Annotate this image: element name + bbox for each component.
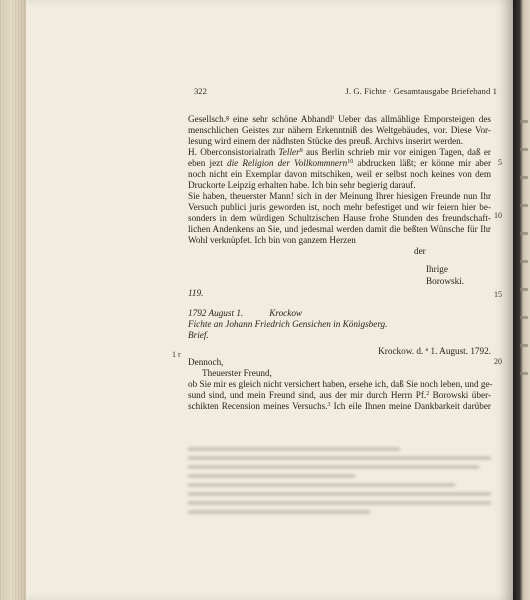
letter-number: 119.	[188, 288, 204, 298]
letter-body-continued	[188, 114, 491, 246]
line-number: 15	[494, 290, 502, 299]
body-line: menschlichen Geistes zur nähern Erkenntniß des Weltgebäudes, vor. Diese Vor-	[188, 125, 491, 135]
closing-ihrige: Ihrige	[426, 264, 448, 274]
page-number: 322	[194, 86, 207, 96]
letter-header	[188, 308, 491, 341]
body-line: noch nicht ein Exemplar davon mitschiken, weil er selbst noch keines von dem	[188, 169, 491, 179]
book-page	[26, 0, 513, 600]
salutation-2: Theuerster Freund,	[202, 368, 272, 378]
letter-place: Krockow	[269, 308, 303, 318]
body-line: H. Oberconsistorialrath Teller$^9$ aus Berlin schrieb mir vor einigen Tagen, daß er	[188, 147, 491, 157]
line-number: 20	[494, 357, 502, 366]
letter-text	[188, 346, 491, 412]
line-number: 5	[498, 158, 502, 167]
letter-date: 1792 August 1.	[188, 308, 244, 318]
body-line: Druckorte Leipzig erhalten habe. Ich bin sehr begierig darauf.	[188, 180, 416, 190]
letter-line: schikten Recension meines Versuchs.$^3$ Ich eile Ihnen meine Dankbarkeit darüber	[188, 401, 491, 411]
salutation-1: Dennoch,	[188, 357, 224, 367]
closing-der: der	[414, 246, 426, 256]
letter-type: Brief.	[188, 330, 209, 340]
body-line: Sie haben, theuerster Mann! sich in der Meinung Ihrer hiesigen Freunde nun Ihr	[188, 191, 491, 201]
body-line: sonders in dem würdigen Schultzischen Hause frohe Stunden des freundschaft-	[188, 213, 491, 223]
book-page-edges	[0, 0, 26, 600]
body-line: Versuch publici juris geworden ist, noch mehr befestiget und wir feiern hier be-	[188, 202, 491, 212]
letter-line: sund sind, und mein Freund sind, aus der mir durch Herrn Pf.$^2$ Borowski über-	[188, 390, 492, 400]
letter-date-place	[188, 308, 491, 319]
running-head	[26, 86, 513, 100]
letter-line: ob Sie mir es gleich nicht versichert haben, ersehe ich, daß Sie noch leben, und ge-	[188, 379, 493, 389]
folio-marker: 1 r	[172, 350, 181, 359]
letter-addressee: Fichte an Johann Friedrich Gensichen in Königsberg.	[188, 319, 388, 329]
running-title: J. G. Fichte · Gesamtausgabe Briefeband 1	[345, 86, 497, 96]
facing-page-edge	[513, 0, 530, 600]
body-line: eben jezt die Religion der Vollkommnern$^{10}$ abdrucken läßt; er könne mir aber	[188, 158, 492, 168]
body-line: lichen Andenkens an Sie, und jedesmal werden damit die beßten Wünsche für Ihr	[188, 224, 491, 234]
dateline: Krockow. d. $^a$ 1. August. 1792.	[378, 346, 491, 356]
line-number: 10	[494, 211, 502, 220]
closing-signature: Borowski.	[426, 276, 465, 286]
body-line: Wohl verknüpfet. Ich bin von ganzem Herzen	[188, 235, 356, 245]
body-line: Gesellsch.$^g$ eine sehr schöne Abhandl$^i$ Ueber das allmählige Emporsteigen des	[188, 114, 491, 124]
body-line: lesung wird einem der nädhsten Stücke des preuß. Archivs inserirt werden.	[188, 136, 464, 146]
blurred-footnotes	[188, 448, 491, 548]
